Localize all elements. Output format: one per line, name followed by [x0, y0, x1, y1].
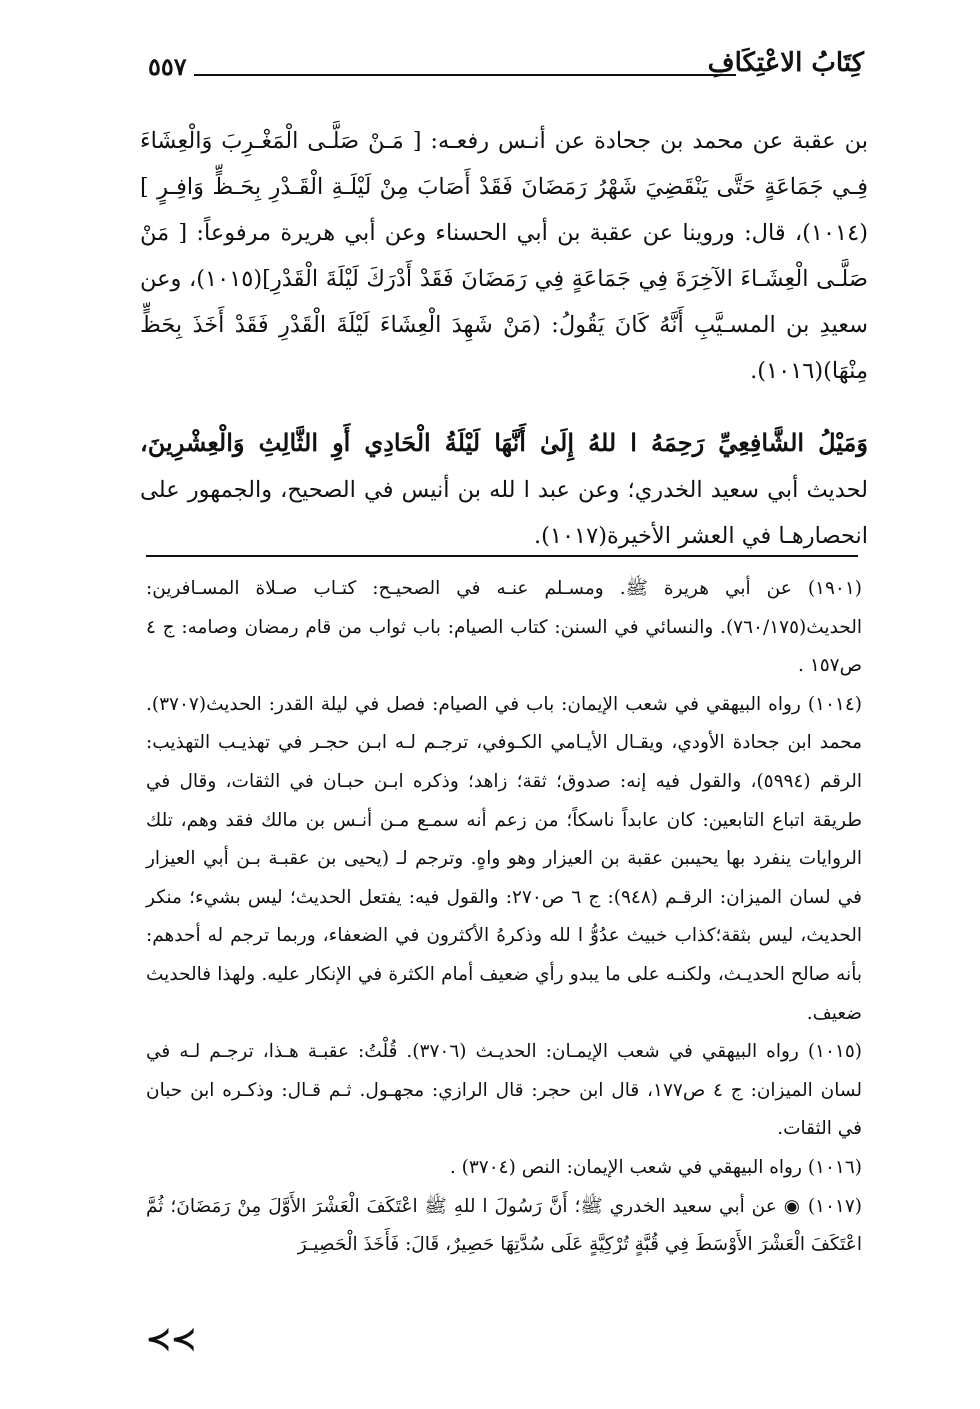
main-paragraph: بن عقبة عن محمد بن جحادة عن أنـس رفعـه: [ مَـنْ صَلَّـى الْمَغْـرِبَ وَالْعِشَاءَ فِـي جَمَاعَةٍ حَتَّى يَنْقَضِيَ شَهْرُ رَمَضَانَ فَقَدْ أَصَابَ مِنْ لَيْلَـةِ الْقَـدْرِ بِحَـظٍّ وَافِـرٍ ](١٠١٤)، قال: وروينا عن عقبة بن أبي الحسناء وعن أبي هريرة مرفوعاً: [ مَنْ صَلَّـى الْعِشَـاءَ الآخِرَةَ فِي جَمَاعَةٍ فِي رَمَضَانَ فَقَدْ أَدْرَكَ لَيْلَةَ الْقَدْرِ](١٠١٥)، وعن سعيدِ بن المسـيَّبِ أَنَّهُ كَانَ يَقُولُ: (مَنْ شَهِدَ الْعِشَاءَ لَيْلَةَ الْقَدْرِ فَقَدْ أَخَذَ بِحَظٍّ مِنْهَا)(١٠١٦).: [140, 128, 868, 384]
main-text: [140, 118, 868, 559]
footnote-1017: [146, 1188, 862, 1265]
footnote-text: رواه البيهقي في شعب الإيمان: النص (٣٧٠٤) .: [449, 1156, 808, 1178]
footnote-number: (١٠١٤): [807, 693, 862, 715]
chapter-title: كِتَابُ الاعْتِكَافِ: [707, 48, 864, 78]
footnotes: [146, 570, 862, 1265]
footnote-1901: [146, 570, 862, 686]
footnote-number: (١٩٠١): [807, 578, 862, 599]
page-number: ٥٥٧: [148, 52, 187, 81]
continuation-mark: ≺≺: [146, 1322, 197, 1357]
footnote-1016: [146, 1149, 862, 1188]
footnote-text: ◉ عن أبي سعيد الخدري ﷺ؛ أَنَّ رَسُولَ ا للهِ ﷺ اعْتَكَفَ الْعَشْرَ الأَوَّلَ مِنْ رَمَضَانَ؛ ثُمَّ اعْتَكَفَ الْعَشْرَ الأَوْسَطَ فِي قُبَّةٍ تُرْكِيَّةٍ عَلَى سُدَّتِهَا حَصِيرٌ، قَالَ: فَأَخَذَ الْحَصِيـرَ: [146, 1195, 862, 1256]
footnote-number: (١٠١٧): [807, 1195, 862, 1217]
lead-text: لحديث أبي سعيد الخدري؛ وعن عبد ا لله بن أنيس في الصحيح، والجمهور على انحصارهـا في العشر الأخيرة(١٠١٧).: [140, 477, 868, 549]
footnote-separator: [146, 555, 858, 557]
footnote-number: (١٠١٦): [807, 1156, 862, 1178]
footnote-text: عن أبي هريرة ﷺ. ومسـلم عنـه في الصحيـح: كتـاب صـلاة المسـافرين: الحديث(٧٦٠/١٧٥). والنسائي في السنن: كتاب الصيام: باب ثواب من قام رمضان وصامه: ج ٤ ص١٥٧ .: [146, 578, 862, 677]
footnote-text: رواه البيهقي في شعب الإيمان: باب في الصيام: فصل في ليلة القدر: الحديث(٣٧٠٧). محمد ابن جحادة الأودي، ويقـال الأيـامي الكـوفي، ترجـم لـه ابـن حجـر في تهذيـب التهذيب: الرقم (٥٩٩٤)، والقول فيه إنه: صدوق؛ ثقة؛ زاهد؛ وذكره ابـن حبـان في الثقات، وقال في طريقة اتباع التابعين: كان عابداً ناسكاً؛ من زعم أنه سمـع مـن أنـس بن مالك فقد وهم، تلك الروايات ينفرد بها يحيىبن عقبة بن العيزار وهو واهٍ. وترجم لـ (يحيى بن عقبـة بـن أبي العيزار في لسان الميزان: الرقـم (٩٤٨): ج ٦ ص٢٧٠: والقول فيه: يفتعل الحديث؛ ليس بشيء؛ منكر الحديث، ليس بثقة؛كذاب خبيث عدُوُّ ا لله وذكرهُ الأكثرون في الضعفاء، وربما ترجم له أحدهم: بأنه صالح الحديـث، ولكنـه على ما يبدو رأي ضعيف أمام الكثرة في الإنكار عليه. ولهذا فالحديث ضعيف.: [146, 693, 862, 1024]
header-rule: [194, 74, 736, 76]
lead-matn: وَمَيْلُ الشَّافِعِيِّ رَحِمَهُ ا للهُ إِلَىٰ أَنَّهَا لَيْلَةُ الْحَادِي أَوِ الثَّالِثِ وَالْعِشْرِينَ،: [140, 428, 868, 457]
footnote-1015: [146, 1033, 862, 1149]
footnote-1014: [146, 686, 862, 1033]
footnote-text: رواه البيهقي في شعب الإيمـان: الحديـث (٣٧٠٦). قُلْتُ: عقبـة هـذا، ترجـم لـه في لسان الميزان: ج ٤ ص١٧٧، قال ابن حجر: قال الرازي: مجهـول. ثـم قـال: وذكـره ابن حبان في الثقات.: [146, 1041, 862, 1140]
lead-paragraph: [140, 420, 868, 559]
footnote-number: (١٠١٥): [807, 1041, 863, 1063]
page-header: [148, 44, 864, 90]
